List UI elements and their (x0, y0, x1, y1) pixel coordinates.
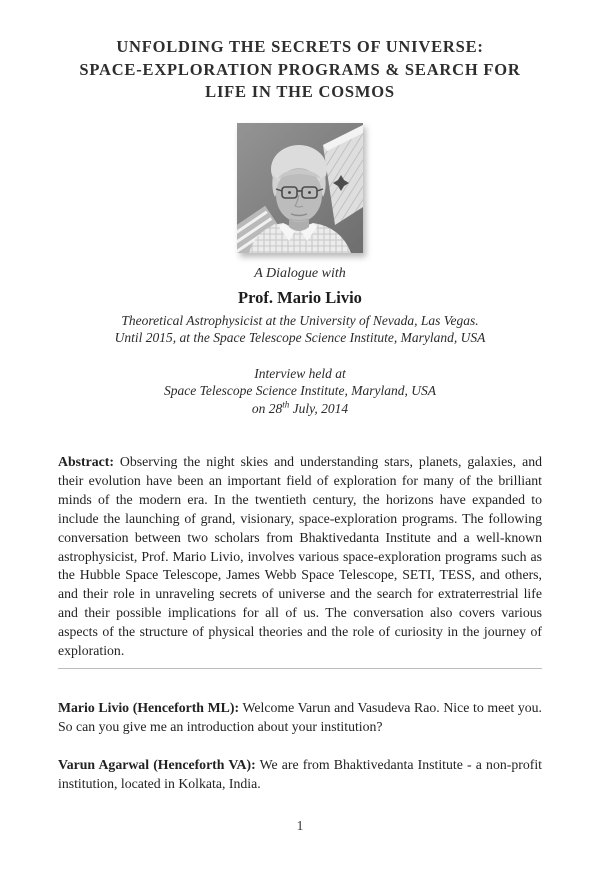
speaker-name-ml: Mario Livio (Henceforth ML): (58, 699, 240, 715)
speaker-name-va: Varun Agarwal (Henceforth VA): (58, 756, 256, 772)
speech-text-ml: Welcome Varun and Vasudeva Rao. Nice to meet you. So can you give me an introduction about your institution? (58, 699, 542, 734)
byline-block (0, 266, 600, 347)
speech-text-va: We are from Bhaktivedanta Institute - a non-profit institution, located in Kolkata, India. (58, 756, 542, 791)
dialogue-with-label: A Dialogue with (254, 265, 346, 281)
abstract-body: Observing the night skies and understanding stars, planets, galaxies, and their evolution have been an important field of exploration for many of the brilliant minds of the modern era. In the twentieth century, the horizons have expanded to include the launching of grand, visionary, space-exploration programs. The following conversation between two scholars from Bhaktivedanta Institute and a well-known astrophysicist, Prof. Mario Livio, involves various space-exploration programs such as the Hubble Space Telescope, James Webb Space Telescope, SETI, TESS, and others, and their role in unraveling secrets of universe and the search for extraterrestrial life and their possible implications for all of us. The conversation also covers various aspects of the structure of physical theories and the role of curiosity in the journey of exploration. (58, 454, 542, 659)
article-title-line-3: LIFE IN THE COSMOS (205, 82, 395, 101)
interviewee-affiliation (0, 312, 600, 347)
interview-date (0, 400, 600, 418)
dialogue-paragraph-ml (58, 699, 542, 737)
interview-held-at: Interview held at (254, 365, 346, 381)
interview-date-prefix: on 28 (251, 400, 283, 416)
interview-date-ordinal: th (282, 399, 290, 409)
interview-details (0, 365, 600, 418)
dialogue-paragraph-va (58, 756, 542, 794)
abstract-paragraph (58, 453, 542, 661)
article-title-line-2: SPACE-EXPLORATION PROGRAMS & SEARCH FOR (79, 59, 521, 79)
section-divider-rule (58, 668, 542, 669)
photo-row (0, 123, 600, 253)
interview-date-suffix: July, 2014 (289, 400, 349, 416)
portrait-illustration (237, 123, 363, 253)
article-title-line-1: UNFOLDING THE SECRETS OF UNIVERSE: (116, 37, 484, 56)
abstract-label: Abstract: (58, 454, 114, 469)
affiliation-line-1: Theoretical Astrophysicist at the University of Nevada, Las Vegas. (121, 312, 479, 328)
interview-location: Space Telescope Science Institute, Maryland, USA (163, 383, 437, 398)
interviewee-name: Prof. Mario Livio (238, 287, 362, 307)
affiliation-line-2: Until 2015, at the Space Telescope Science Institute, Maryland, USA (114, 330, 486, 345)
page-number: 1 (296, 818, 304, 833)
portrait-photo (237, 123, 363, 253)
article-title (0, 0, 600, 104)
